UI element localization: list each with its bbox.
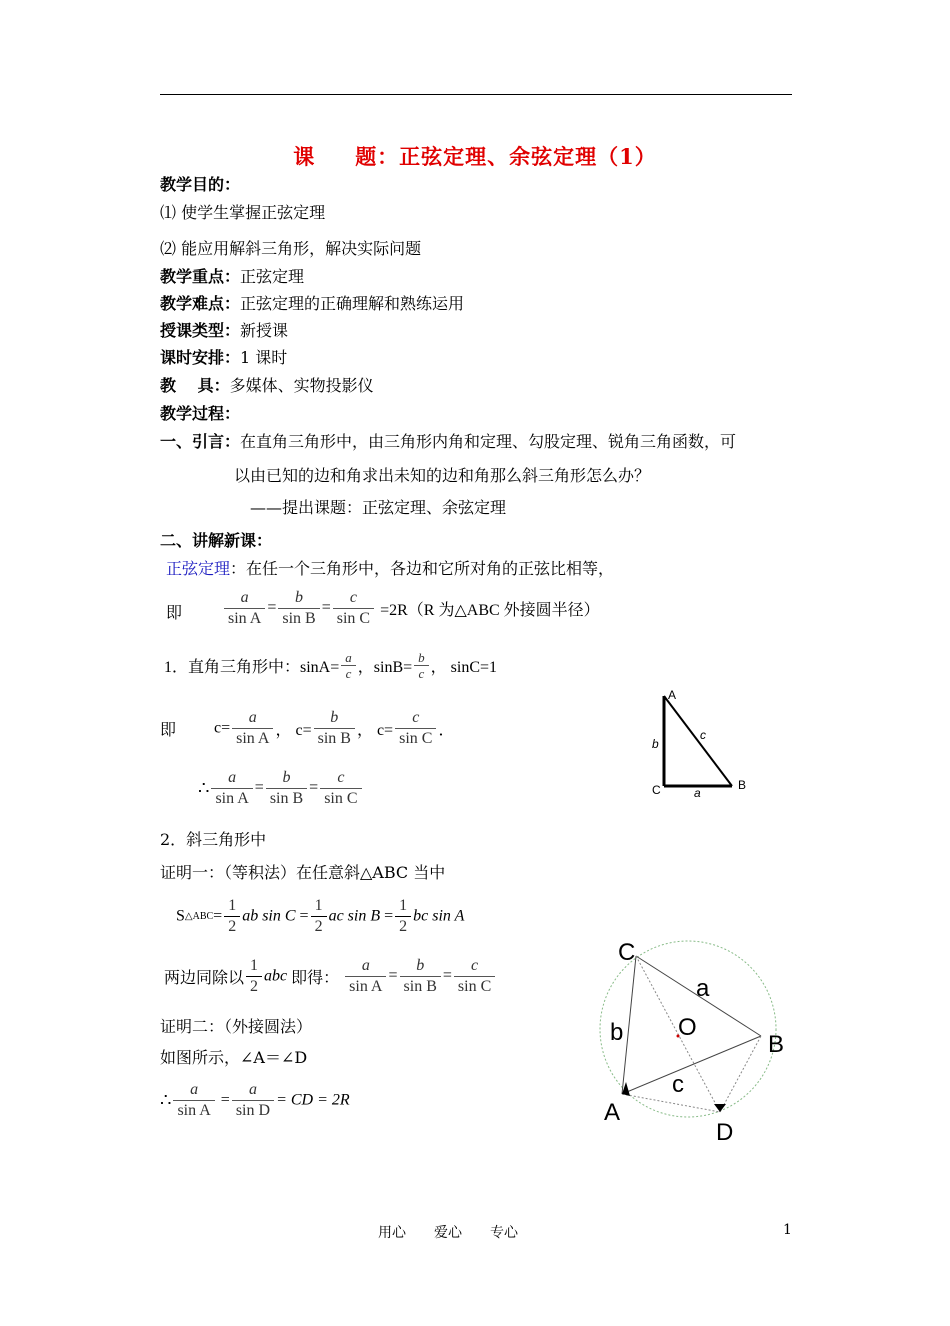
- page-title: 课 题：正弦定理、余弦定理（1）: [293, 144, 657, 169]
- circle-label-D: D: [716, 1119, 734, 1146]
- tri-label-b: b: [652, 737, 659, 751]
- page-number: 1: [783, 1222, 792, 1238]
- difficulty: 教学难点：正弦定理的正确理解和熟练运用: [160, 294, 465, 313]
- right-conclusion: ∴ $\frac{a}{\text{sin A}}$ = $\frac{b}{\text{sin B}}$ = $\frac{c}{\text{sin C}}$: [198, 768, 364, 809]
- circle-label-O: O: [678, 1014, 697, 1041]
- oblique-heading: 2．斜三角形中: [160, 830, 267, 849]
- tri-label-C: C: [652, 783, 661, 797]
- tri-label-c: c: [700, 728, 706, 742]
- process-heading: 教学过程：: [160, 404, 241, 423]
- tri-label-A: A: [668, 688, 677, 702]
- lesson-type: 授课类型：新授课: [160, 321, 289, 340]
- objective-1: ⑴ 使学生掌握正弦定理: [160, 203, 326, 222]
- proof-1: 证明一：（等积法）在任意斜△ABC 当中: [160, 863, 446, 882]
- final-equation: ∴ $\frac{a}{\text{sin A}}$ = $\frac{a}{\text{sin D}}$ = CD = 2R: [160, 1081, 350, 1119]
- sine-law-equation: $\frac{a}{\text{sin A}}$ = $\frac{b}{\text{sin B}}$ = $\frac{c}{\text{sin C}}$ =2R（R 为△ABC 外接圆半径）: [222, 588, 600, 629]
- proof-2: 证明二：（外接圆法）: [160, 1017, 313, 1036]
- right-triangle-figure: [648, 682, 758, 800]
- section2-heading: 二、讲解新课：: [160, 531, 273, 550]
- circle-label-B: B: [768, 1031, 785, 1058]
- right-triangle-ratios: 1．直角三角形中：sinA= $\frac{a}{c}$ ，sinB= $\frac{b}{c}$ ， sinC=1: [164, 650, 498, 681]
- circle-label-C: C: [618, 939, 636, 966]
- sine-law-statement: 正弦定理：在任一个三角形中，各边和它所对角的正弦比相等，: [166, 559, 615, 578]
- circle-label-c: c: [672, 1071, 684, 1098]
- sine-law-name: 正弦定理: [166, 559, 231, 578]
- tri-label-a: a: [694, 786, 701, 800]
- right-c-expressions: c= $\frac{a}{\text{sin A}}$ ， c= $\frac{b}{\text{sin B}}$ ， c= $\frac{c}{\text{sin C}}$ ．: [214, 709, 455, 747]
- circle-label-A: A: [604, 1099, 621, 1126]
- intro-line-2: 以由已知的边和角求出未知的边和角那么斜三角形怎么办？: [234, 466, 651, 485]
- circumcircle-figure: [588, 934, 798, 1146]
- intro-line-1: 一、引言：在直角三角形中，由三角形内角和定理、勾股定理、锐角三角函数，可: [160, 432, 737, 451]
- header-rule: [160, 94, 792, 95]
- objective-2: ⑵ 能应用解斜三角形，解决实际问题: [160, 239, 422, 258]
- circle-label-b: b: [610, 1019, 624, 1046]
- teaching-tools: 教 具：多媒体、实物投影仪: [160, 376, 374, 395]
- key-point: 教学重点：正弦定理: [160, 267, 305, 286]
- divide-both-sides: 两边同除以 $\frac{1}{2}$ abc 即得： $\frac{a}{\text{sin A}}$ = $\frac{b}{\text{sin B}}$ = $\frac{c}{\text{sin C}}$: [164, 956, 497, 997]
- circle-label-a: a: [696, 975, 710, 1002]
- objectives-heading: 教学目的：: [160, 175, 241, 194]
- area-formula: S△ABC= $\frac{1}{2}$ ab sin C = $\frac{1}{2}$ ac sin B = $\frac{1}{2}$ bc sin A: [176, 897, 465, 935]
- right-ji: 即: [160, 720, 177, 739]
- schedule: 课时安排：1 课时: [160, 348, 288, 367]
- intro-line-3: ——提出课题：正弦定理、余弦定理: [250, 498, 507, 517]
- sine-law-ji: 即: [166, 603, 183, 622]
- footer-text: 用心 爱心 专心: [378, 1225, 518, 1241]
- figure-reference: 如图所示，∠A＝∠D: [160, 1048, 308, 1067]
- tri-label-B: B: [738, 778, 747, 792]
